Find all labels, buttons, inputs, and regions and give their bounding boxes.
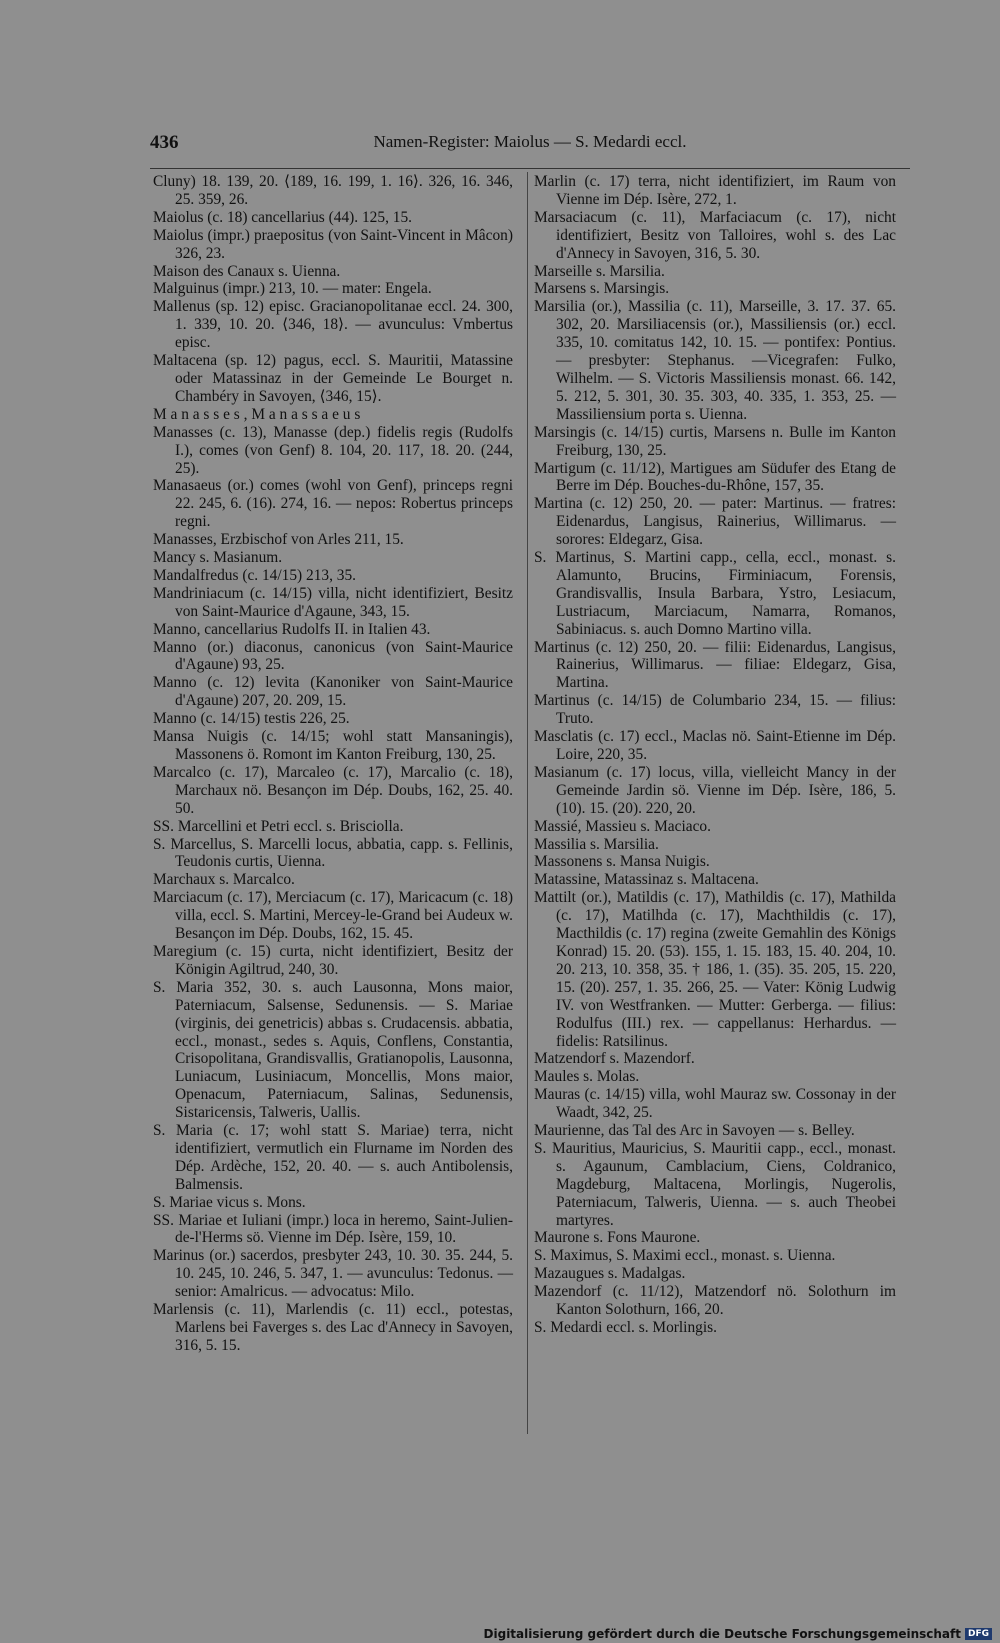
index-entry: Marlin (c. 17) terra, nicht identifiziert, im Raum von Vienne im Dép. Isère, 272, 1. bbox=[534, 173, 896, 208]
right-column bbox=[534, 173, 896, 1337]
page-header bbox=[150, 132, 910, 156]
index-entry: S. Maria 352, 30. s. auch Lausonna, Mons maior, Paterniacum, Salsense, Sedunensis. — S. Mariae (virginis, dei genetricis) abbas s. Crudacensis. abbatia, eccl., monast., sedes s. Aquis, Conflens, Constantia, Crisopolitana, Grandisvallis, Gratianopolis, Lausonna, Luniacum, Lusiniacum, Moncellis, Mons maior, Openacum, Paterniacum, Salinas, Sedunensis, Sistaricensis, Talweris, Uallis. bbox=[153, 978, 513, 1122]
index-entry: S. Mariae vicus s. Mons. bbox=[153, 1193, 306, 1211]
index-entry: Mansa Nuigis (c. 14/15; wohl statt Mansaningis), Massonens ö. Romont im Kanton Freiburg, 130, 25. bbox=[153, 728, 513, 763]
index-entry: Manasaeus (or.) comes (wohl von Genf), princeps regni 22. 245, 6. (16). 274, 16. — nepos: Robertus princeps regni. bbox=[153, 477, 513, 531]
index-entry: Cluny) 18. 139, 20. ⟨189, 16. 199, 1. 16⟩. 326, 16. 346, 25. 359, 26. bbox=[153, 173, 513, 208]
index-entry: Matassine, Matassinaz s. Maltacena. bbox=[534, 871, 759, 889]
index-entry: Marlensis (c. 11), Marlendis (c. 11) eccl., potestas, Marlens bei Faverges s. des Lac d'Annecy in Savoyen, 316, 5. 15. bbox=[153, 1301, 513, 1354]
footer-credit: Digitalisierung gefördert durch die Deutsche Forschungsgemeinschaft bbox=[483, 1627, 961, 1641]
index-entry: Manno (or.) diaconus, canonicus (von Saint-Maurice d'Agaune) 93, 25. bbox=[153, 638, 513, 674]
index-entry: Mazendorf (c. 11/12), Matzendorf nö. Solothurn im Kanton Solothurn, 166, 20. bbox=[534, 1283, 896, 1319]
index-entry: Marsaciacum (c. 11), Marfaciacum (c. 17), nicht identifiziert, Besitz von Talloires, wohl s. des Lac d'Annecy in Savoyen, 316, 5. 30. bbox=[534, 208, 896, 262]
index-entry: Massonens s. Mansa Nuigis. bbox=[534, 853, 710, 871]
index-entry: Maiolus (impr.) praepositus (von Saint-Vincent in Mâcon) 326, 23. bbox=[153, 226, 513, 262]
index-entry: SS. Mariae et Iuliani (impr.) loca in heremo, Saint-Julien-de-l'Herms sö. Vienne im Dép. Isère, 159, 10. bbox=[153, 1211, 513, 1247]
index-entry: Manno (c. 12) levita (Kanoniker von Saint-Maurice d'Agaune) 207, 20. 209, 15. bbox=[153, 674, 513, 710]
index-entry: Martinus (c. 12) 250, 20. — filii: Eidenardus, Langisus, Rainerius, Willimarus. — filiae: Eldegarz, Gisa, Martina. bbox=[534, 638, 896, 692]
index-entry: S. Maria (c. 17; wohl statt S. Mariae) terra, nicht identifiziert, vermutlich ein Flurname im Norden des Dép. Ardèche, 152, 20. 40. — s. auch Antibolensis, Balmensis. bbox=[153, 1122, 513, 1193]
index-entry: Malguinus (impr.) 213, 10. — mater: Engela. bbox=[153, 280, 432, 298]
footer bbox=[484, 1627, 992, 1641]
index-entry: Mandalfredus (c. 14/15) 213, 35. bbox=[153, 566, 357, 584]
index-entry: Maurone s. Fons Maurone. bbox=[534, 1229, 701, 1247]
index-entry: S. Maximus, S. Maximi eccl., monast. s. Uienna. bbox=[534, 1247, 836, 1265]
left-column bbox=[153, 173, 513, 1355]
index-entry: Marchaux s. Marcalco. bbox=[153, 871, 295, 889]
index-entry: Mallenus (sp. 12) episc. Gracianopolitanae eccl. 24. 300, 1. 339, 10. 20. ⟨346, 18⟩. — avunculus: Vmbertus episc. bbox=[153, 298, 513, 352]
index-entry: Marsens s. Marsingis. bbox=[534, 280, 670, 298]
index-entry: SS. Marcellini et Petri eccl. s. Brisciolla. bbox=[153, 817, 404, 835]
index-entry: Maregium (c. 15) curta, nicht identifiziert, Besitz der Königin Agiltrud, 240, 30. bbox=[153, 942, 513, 978]
dfg-logo: DFG bbox=[965, 1628, 992, 1640]
header-rule bbox=[150, 168, 910, 169]
page-number: 436 bbox=[150, 132, 179, 153]
index-entry: Marseille s. Marsilia. bbox=[534, 262, 665, 280]
index-entry: Marinus (or.) sacerdos, presbyter 243, 10. 30. 35. 244, 5. 10. 245, 10. 246, 5. 347, 1. — avunculus: Tedonus. — senior: Amalricus. — advocatus: Milo. bbox=[153, 1247, 513, 1301]
index-entry: Martina (c. 12) 250, 20. — pater: Martinus. — fratres: Eidenardus, Langisus, Rainerius, Willimarus. — sorores: Eldegarz, Gisa. bbox=[534, 495, 896, 549]
index-entry: Mattilt (or.), Matildis (c. 17), Mathildis (c. 17), Mathilda (c. 17), Matilhda (c. 17), Machthildis (c. 17), Macthildis (c. 17) regina (zweite Gemahlin des Königs Konrad) 15. 20. (53). 155, 1. 15. 183, 15. 40. 204, 10. 20. 213, 10. 358, 35. † 186, 1. (35). 35. 205, 15. 220, 15. (20). 257, 1. 35. 266, 25. — Vater: König Ludwig IV. von Westfranken. — Mutter: Gerberga. — filius: Rodulfus (III.) rex. — cappellanus: Herhardus. — fidelis: Ratsilinus. bbox=[534, 889, 896, 1050]
index-entry: Manasses (c. 13), Manasse (dep.) fidelis regis (Rudolfs I.), comes (von Genf) 8. 104, 20. 117, 18. 20. (244, 25). bbox=[153, 423, 513, 477]
index-entry: Martinus (c. 14/15) de Columbario 234, 15. — filius: Truto. bbox=[534, 692, 896, 728]
index-entry: Matzendorf s. Mazendorf. bbox=[534, 1050, 695, 1068]
index-entry: Mauras (c. 14/15) villa, wohl Mauraz sw. Cossonay in der Waadt, 342, 25. bbox=[534, 1086, 896, 1122]
column-separator bbox=[527, 172, 528, 1434]
index-entry: Maules s. Molas. bbox=[534, 1068, 640, 1086]
index-entry: Mandriniacum (c. 14/15) villa, nicht identifiziert, Besitz von Saint-Maurice d'Agaune, 343, 15. bbox=[153, 584, 513, 620]
index-entry: S. Martinus, S. Martini capp., cella, eccl., monast. s. Alamunto, Brucins, Firminiacum, Forensis, Grandisvallis, Insula Barbara, Ystro, Lesiacum, Lustriacum, Marciacum, Namarra, Romanos, Sabiniacus. s. auch Domno Martino villa. bbox=[534, 549, 896, 638]
index-entry: S. Medardi eccl. s. Morlingis. bbox=[534, 1319, 717, 1336]
index-entry: Maurienne, das Tal des Arc in Savoyen — s. Belley. bbox=[534, 1122, 855, 1140]
index-entry: Martigum (c. 11/12), Martigues am Südufer des Etang de Berre im Dép. Bouches-du-Rhône, 157, 35. bbox=[534, 459, 896, 495]
index-entry: Masianum (c. 17) locus, villa, vielleicht Mancy in der Gemeinde Jardin sö. Vienne im Dép. Isère, 186, 5. (10). 15. (20). 220, 20. bbox=[534, 763, 896, 817]
index-entry: S. Mauritius, Mauricius, S. Mauritii capp., eccl., monast. s. Agaunum, Camblacium, Ciens, Coldranico, Magdeburg, Maltacena, Morlingis, Nugerolis, Paterniacum, Talweris, Uienna. — s. auch Theobei martyres. bbox=[534, 1139, 896, 1229]
index-entry: Masclatis (c. 17) eccl., Maclas nö. Saint-Etienne im Dép. Loire, 220, 35. bbox=[534, 728, 896, 763]
index-entry: Marsingis (c. 14/15) curtis, Marsens n. Bulle im Kanton Freiburg, 130, 25. bbox=[534, 423, 896, 459]
index-entry: Manno, cancellarius Rudolfs II. in Italien 43. bbox=[153, 620, 431, 638]
index-entry: Manno (c. 14/15) testis 226, 25. bbox=[153, 710, 350, 728]
index-entry: Marsilia (or.), Massilia (c. 11), Marseille, 3. 17. 37. 65. 302, 20. Marsiliacensis (or.), Massiliensis (or.) eccl. 335, 10. comitatus 142, 10. 15. — pontifex: Pontius. — presbyter: Stephanus. —Vicegrafen: Fulko, Wilhelm. — S. Victoris Massiliensis monast. 66. 142, 5. 212, 5. 301, 30. 35. 303, 40. 335, 1. 353, 25. — Massiliensium porta s. Uienna. bbox=[534, 298, 896, 423]
running-head: Namen-Register: Maiolus — S. Medardi eccl. bbox=[373, 132, 687, 151]
index-entry: Maltacena (sp. 12) pagus, eccl. S. Mauritii, Matassine oder Matassinaz in der Gemeinde Le Bourget n. Chambéry in Savoyen, ⟨346, 15⟩. bbox=[153, 352, 513, 405]
index-entry: Massié, Massieu s. Maciaco. bbox=[534, 817, 711, 835]
index-entry: M a n a s s e s , M a n a s s a e u s bbox=[153, 405, 361, 423]
index-entry: Marciacum (c. 17), Merciacum (c. 17), Maricacum (c. 18) villa, eccl. S. Martini, Mercey-le-Grand bei Audeux w. Besançon im Dép. Doubs, 162, 15. 45. bbox=[153, 889, 513, 943]
index-entry: Marcalco (c. 17), Marcaleo (c. 17), Marcalio (c. 18), Marchaux nö. Besançon im Dép. Doubs, 162, 25. 40. 50. bbox=[153, 763, 513, 817]
index-entry: Mazaugues s. Madalgas. bbox=[534, 1265, 686, 1283]
index-entry: Maiolus (c. 18) cancellarius (44). 125, 15. bbox=[153, 208, 413, 226]
index-entry: Massilia s. Marsilia. bbox=[534, 835, 659, 853]
index-entry: Maison des Canaux s. Uienna. bbox=[153, 262, 341, 280]
index-entry: S. Marcellus, S. Marcelli locus, abbatia, capp. s. Fellinis, Teudonis curtis, Uienna. bbox=[153, 835, 513, 871]
index-entry: Manasses, Erzbischof von Arles 211, 15. bbox=[153, 531, 404, 549]
index-entry: Mancy s. Masianum. bbox=[153, 549, 283, 567]
